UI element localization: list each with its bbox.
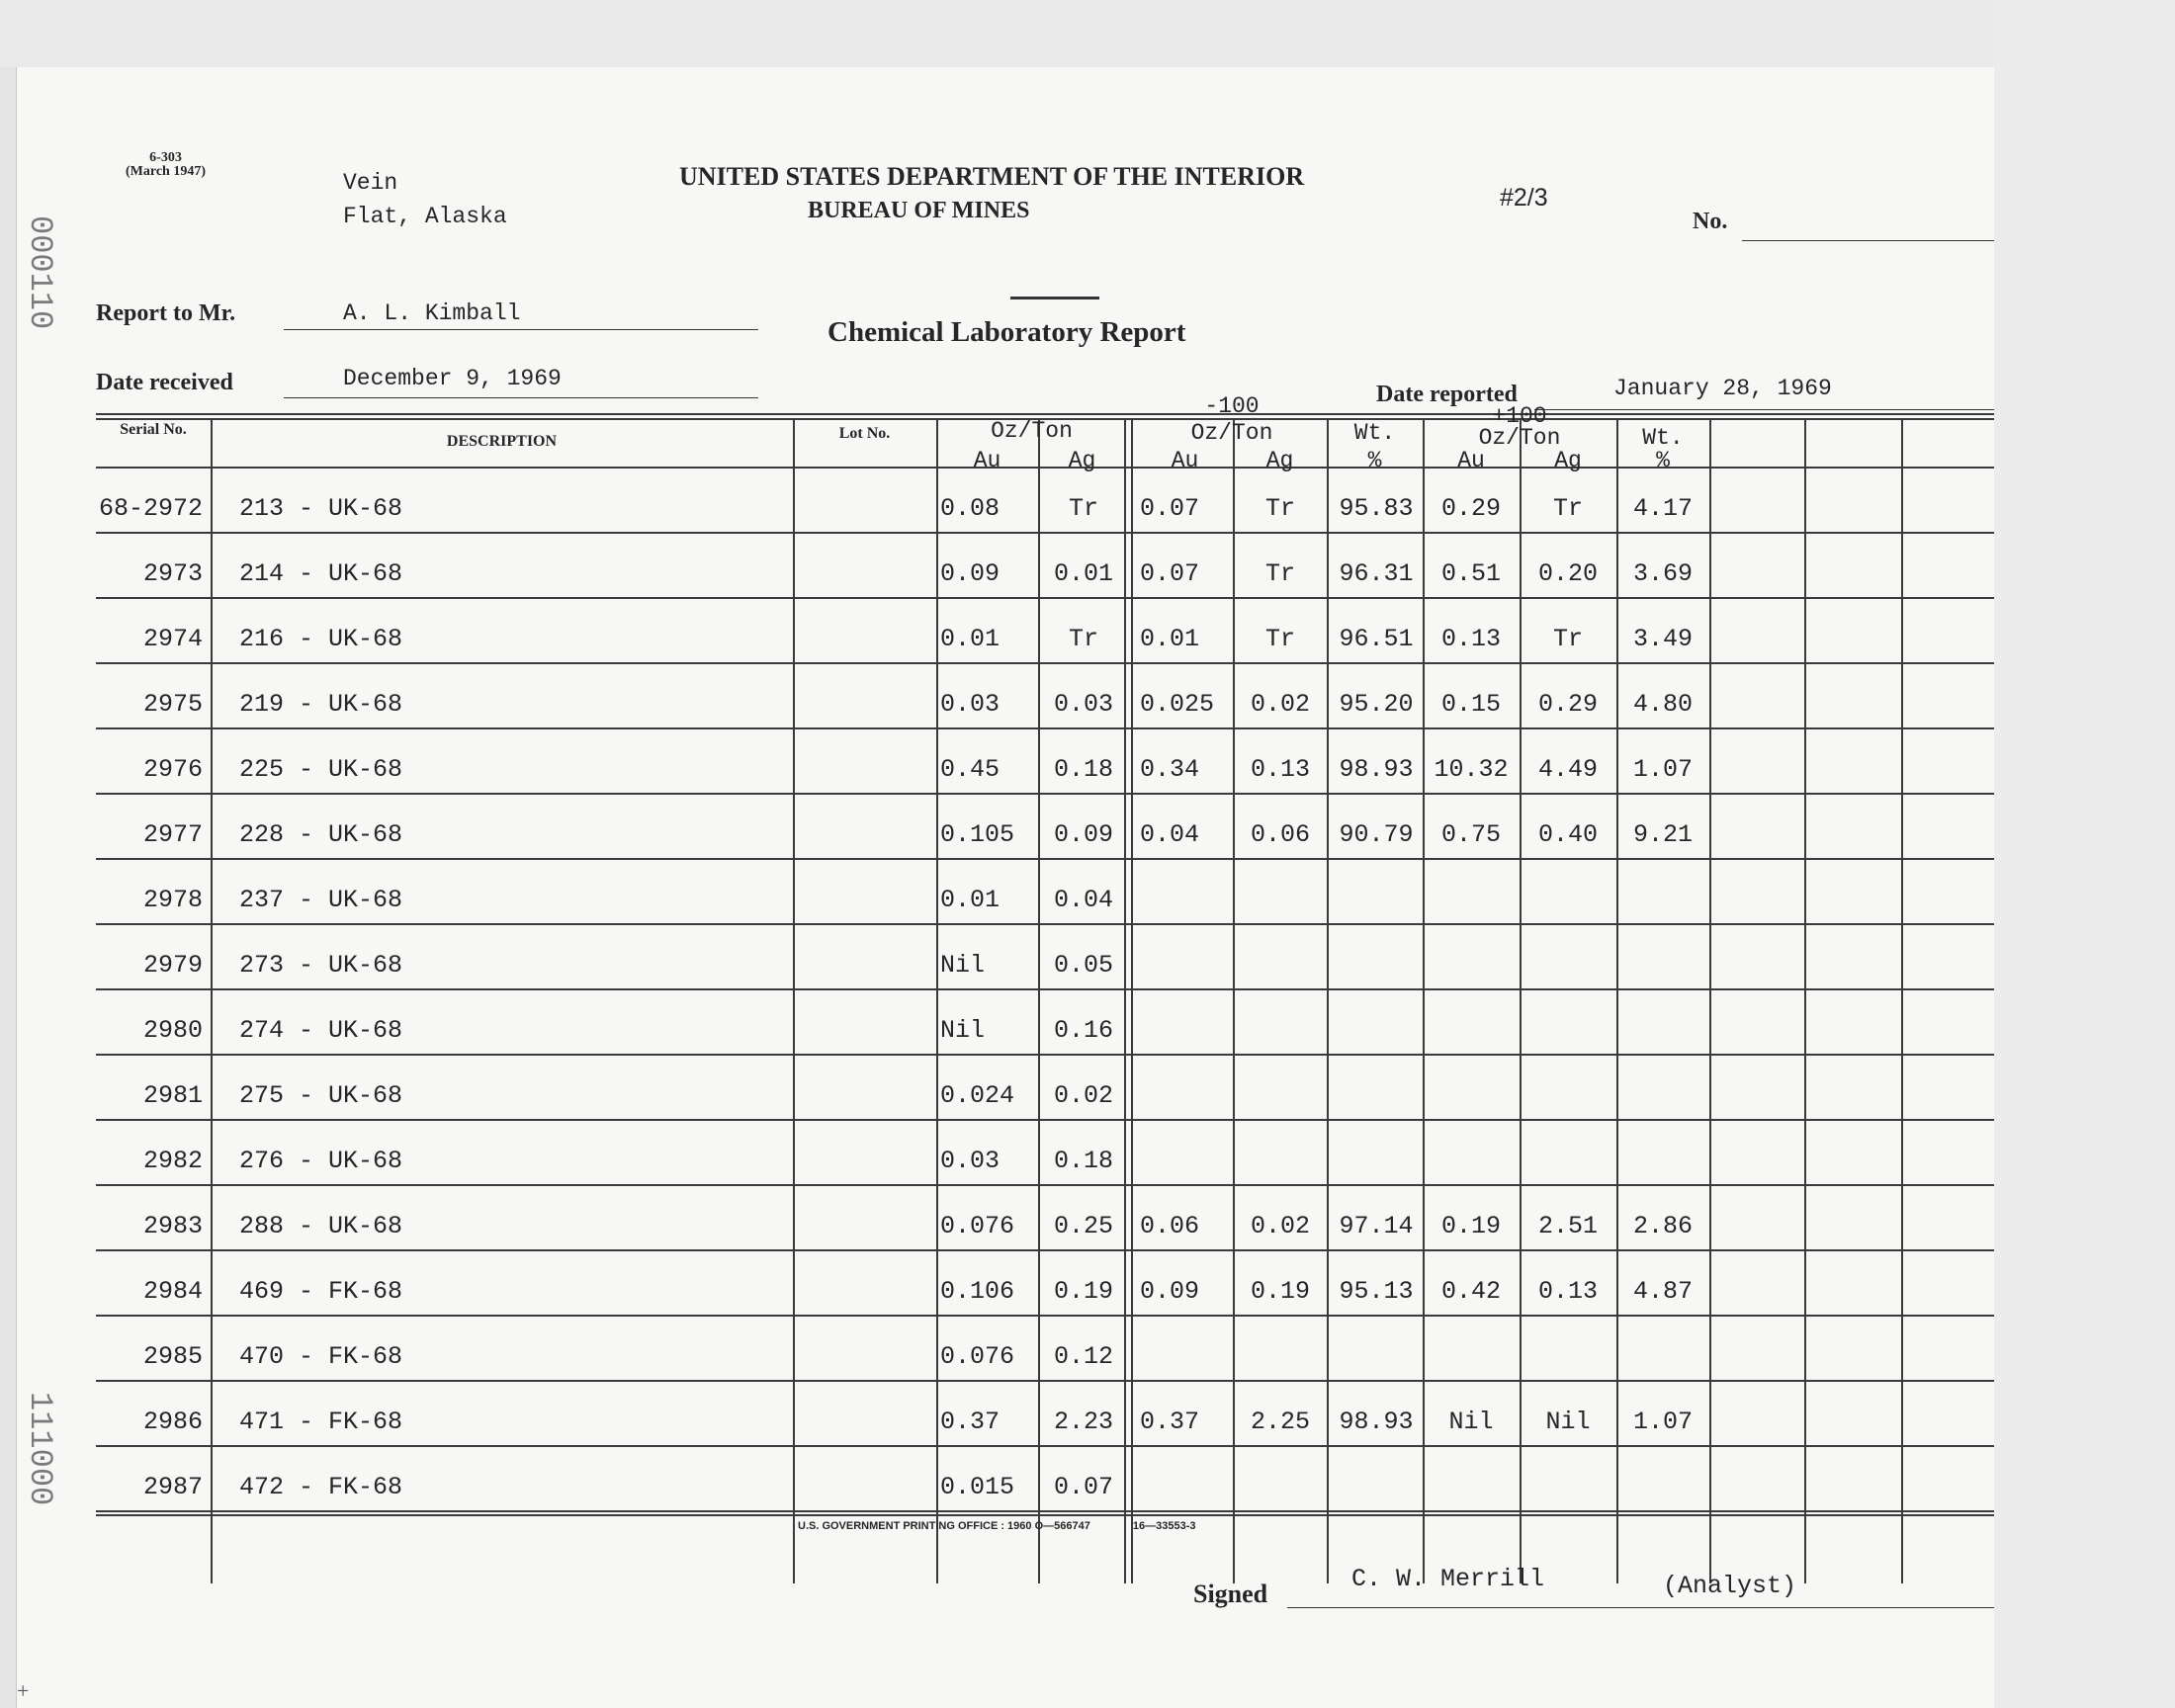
cell-plus-wt: 9.21 xyxy=(1632,820,1693,849)
cell-plus-wt: 1.07 xyxy=(1632,755,1693,784)
cell-au: 0.024 xyxy=(940,1081,1015,1110)
cell-minus-au: 0.07 xyxy=(1140,494,1200,523)
edge-stamp-top: 000110 xyxy=(22,215,58,330)
cell-minus-ag: 0.06 xyxy=(1250,820,1310,849)
printing-office: U.S. GOVERNMENT PRINTING OFFICE : 1960 O—566747 xyxy=(798,1520,1090,1532)
header-au-1: Au xyxy=(973,448,1001,473)
cell-au: 0.015 xyxy=(940,1473,1015,1501)
table-row-rule xyxy=(96,662,1994,664)
cell-minus-ag: 0.02 xyxy=(1250,690,1310,719)
header-plus-100: +100 xyxy=(1492,403,1547,429)
cell-description: 228 - UK-68 xyxy=(239,820,403,849)
cell-minus-ag: Tr xyxy=(1264,494,1295,523)
column-rule-e3 xyxy=(1901,419,1903,1583)
column-rule-dbl2 xyxy=(1131,419,1133,1583)
cell-serial: 2973 xyxy=(142,559,203,588)
cell-minus-wt: 95.20 xyxy=(1339,690,1414,719)
header-description: DESCRIPTION xyxy=(446,433,558,450)
cell-au: 0.076 xyxy=(940,1212,1015,1240)
cell-au: 0.01 xyxy=(940,625,1000,653)
column-rule-lot xyxy=(793,419,795,1583)
cell-description: 214 - UK-68 xyxy=(239,559,403,588)
cell-au: 0.03 xyxy=(940,1147,1000,1175)
cell-plus-au: 0.42 xyxy=(1440,1277,1501,1306)
cell-plus-wt: 3.49 xyxy=(1632,625,1693,653)
cell-minus-au: 0.37 xyxy=(1140,1408,1200,1436)
header-serial: Serial No. xyxy=(120,421,187,438)
date-reported-label: Date reported xyxy=(1376,382,1518,407)
location-line-1: Vein xyxy=(343,170,398,196)
cell-serial: 2977 xyxy=(142,820,203,849)
header-ag-2: Ag xyxy=(1265,448,1294,473)
cell-au: 0.45 xyxy=(940,755,1000,784)
cell-serial: 2978 xyxy=(142,886,203,914)
cell-ag: 0.12 xyxy=(1053,1342,1113,1371)
table-row-rule xyxy=(96,532,1994,534)
signed-label: Signed xyxy=(1193,1580,1268,1608)
printing-office-note xyxy=(798,1520,1196,1532)
cell-serial: 2986 xyxy=(142,1408,203,1436)
header-pct-1: % xyxy=(1367,448,1382,473)
cell-minus-ag: Tr xyxy=(1264,559,1295,588)
cell-minus-wt: 97.14 xyxy=(1339,1212,1414,1240)
cell-minus-au: 0.06 xyxy=(1140,1212,1200,1240)
cell-plus-wt: 1.07 xyxy=(1632,1408,1693,1436)
cell-description: 470 - FK-68 xyxy=(239,1342,403,1371)
cell-serial: 2984 xyxy=(142,1277,203,1306)
table-row-rule xyxy=(96,858,1994,860)
column-rule-desc xyxy=(211,419,213,1583)
date-reported-value: January 28, 1969 xyxy=(1613,376,1832,401)
signed-role: (Analyst) xyxy=(1663,1572,1797,1600)
cell-ag: Tr xyxy=(1068,625,1098,653)
cell-au: 0.076 xyxy=(940,1342,1015,1371)
cell-ag: Tr xyxy=(1068,494,1098,523)
cell-plus-ag: 4.49 xyxy=(1537,755,1598,784)
header-au-3: Au xyxy=(1457,448,1485,473)
cell-plus-au: 0.51 xyxy=(1440,559,1501,588)
cell-ag: 0.16 xyxy=(1053,1016,1113,1045)
location xyxy=(343,166,507,233)
no-field-line xyxy=(1742,240,1994,241)
date-received-value: December 9, 1969 xyxy=(343,366,562,391)
cell-plus-wt: 3.69 xyxy=(1632,559,1693,588)
location-line-2: Flat, Alaska xyxy=(343,204,507,229)
cell-serial: 2983 xyxy=(142,1212,203,1240)
cell-ag: 0.18 xyxy=(1053,755,1113,784)
table-row-rule xyxy=(96,923,1994,925)
header-wt-2: Wt. xyxy=(1642,425,1684,451)
signed-value: C. W. Merrill xyxy=(1351,1565,1545,1593)
cell-au: 0.105 xyxy=(940,820,1015,849)
report-to-label: Report to Mr. xyxy=(96,300,236,326)
table-row-rule xyxy=(96,1249,1994,1251)
cell-description: 275 - UK-68 xyxy=(239,1081,403,1110)
cell-description: 273 - UK-68 xyxy=(239,951,403,980)
cell-ag: 0.09 xyxy=(1053,820,1113,849)
cell-serial: 2982 xyxy=(142,1147,203,1175)
corner-mark: + xyxy=(17,1678,30,1703)
edge-stamp-bottom: 111000 xyxy=(22,1392,58,1506)
form-edition: (March 1947) xyxy=(126,164,206,179)
header-lot: Lot No. xyxy=(838,425,891,442)
cell-plus-au: 0.75 xyxy=(1440,820,1501,849)
table-row-rule xyxy=(96,727,1994,729)
cell-au: 0.09 xyxy=(940,559,1000,588)
cell-description: 219 - UK-68 xyxy=(239,690,403,719)
cell-minus-wt: 96.51 xyxy=(1339,625,1414,653)
cell-au: 0.03 xyxy=(940,690,1000,719)
table-row-rule xyxy=(96,1119,1994,1121)
scan-top-margin xyxy=(0,0,2175,67)
cell-ag: 0.25 xyxy=(1053,1212,1113,1240)
table-row-rule xyxy=(96,1445,1994,1447)
cell-ag: 0.04 xyxy=(1053,886,1113,914)
report-to-value: A. L. Kimball xyxy=(343,300,521,326)
cell-minus-wt: 98.93 xyxy=(1339,755,1414,784)
cell-minus-au: 0.04 xyxy=(1140,820,1200,849)
form-code xyxy=(126,151,206,179)
signature-line xyxy=(1287,1607,1994,1608)
cell-plus-wt: 4.17 xyxy=(1632,494,1693,523)
header-au-2: Au xyxy=(1171,448,1199,473)
table-row-rule xyxy=(96,1184,1994,1186)
cell-serial: 2979 xyxy=(142,951,203,980)
cell-plus-au: Nil xyxy=(1448,1408,1494,1436)
date-received-line xyxy=(284,397,758,398)
cell-serial: 2980 xyxy=(142,1016,203,1045)
cell-ag: 0.05 xyxy=(1053,951,1113,980)
cell-au: Nil xyxy=(940,951,986,980)
cell-plus-ag: Tr xyxy=(1552,625,1583,653)
cell-description: 276 - UK-68 xyxy=(239,1147,403,1175)
header-ag-1: Ag xyxy=(1068,448,1096,473)
cell-plus-ag: 0.20 xyxy=(1537,559,1598,588)
cell-minus-ag: 0.19 xyxy=(1250,1277,1310,1306)
table-row-rule xyxy=(96,1054,1994,1056)
date-received-label: Date received xyxy=(96,370,233,395)
cell-ag: 0.18 xyxy=(1053,1147,1113,1175)
report-sheet xyxy=(16,67,1994,1708)
cell-minus-au: 0.01 xyxy=(1140,625,1200,653)
report-title: Chemical Laboratory Report xyxy=(827,316,1186,348)
cell-description: 472 - FK-68 xyxy=(239,1473,403,1501)
cell-serial: 68-2972 xyxy=(98,494,203,523)
cell-au: 0.106 xyxy=(940,1277,1015,1306)
cell-minus-wt: 96.31 xyxy=(1339,559,1414,588)
cell-serial: 2976 xyxy=(142,755,203,784)
cell-plus-ag: 0.29 xyxy=(1537,690,1598,719)
agency-title: UNITED STATES DEPARTMENT OF THE INTERIOR xyxy=(679,162,1305,191)
cell-minus-ag: 0.13 xyxy=(1250,755,1310,784)
cell-plus-wt: 2.86 xyxy=(1632,1212,1693,1240)
cell-plus-au: 10.32 xyxy=(1434,755,1509,784)
cell-description: 469 - FK-68 xyxy=(239,1277,403,1306)
cell-serial: 2981 xyxy=(142,1081,203,1110)
title-rule xyxy=(1010,297,1099,299)
reference-number: #2/3 xyxy=(1500,184,1548,212)
cell-minus-ag: 2.25 xyxy=(1250,1408,1310,1436)
cell-plus-ag: Tr xyxy=(1552,494,1583,523)
column-rule-mwt xyxy=(1327,419,1329,1583)
column-rule-dbl1 xyxy=(1124,419,1126,1583)
cell-serial: 2987 xyxy=(142,1473,203,1501)
cell-minus-au: 0.09 xyxy=(1140,1277,1200,1306)
cell-minus-wt: 95.83 xyxy=(1339,494,1414,523)
cell-plus-au: 0.29 xyxy=(1440,494,1501,523)
cell-plus-ag: 2.51 xyxy=(1537,1212,1598,1240)
header-minus-100: -100 xyxy=(1204,393,1260,419)
bureau-title: BUREAU OF MINES xyxy=(808,198,1030,223)
cell-au: 0.08 xyxy=(940,494,1000,523)
column-rule-ag xyxy=(1038,419,1040,1583)
header-pct-2: % xyxy=(1656,448,1670,473)
cell-minus-wt: 98.93 xyxy=(1339,1408,1414,1436)
header-ag-3: Ag xyxy=(1554,448,1582,473)
table-row-rule xyxy=(96,597,1994,599)
header-oz-ton-1: Oz/Ton xyxy=(991,418,1073,444)
cell-description: 471 - FK-68 xyxy=(239,1408,403,1436)
cell-minus-ag: 0.02 xyxy=(1250,1212,1310,1240)
table-top-rule xyxy=(96,413,1994,415)
column-rule-e2 xyxy=(1804,419,1806,1583)
table-row-rule xyxy=(96,1510,1994,1512)
cell-minus-ag: Tr xyxy=(1264,625,1295,653)
cell-serial: 2985 xyxy=(142,1342,203,1371)
table-row-rule xyxy=(96,793,1994,795)
cell-au: Nil xyxy=(940,1016,986,1045)
report-to-line xyxy=(284,329,758,330)
table-row-rule xyxy=(96,1315,1994,1317)
form-code-number: 6-303 xyxy=(149,150,182,165)
cell-description: 274 - UK-68 xyxy=(239,1016,403,1045)
cell-serial: 2975 xyxy=(142,690,203,719)
cell-ag: 0.03 xyxy=(1053,690,1113,719)
cell-minus-au: 0.34 xyxy=(1140,755,1200,784)
table-row-rule xyxy=(96,988,1994,990)
header-oz-ton-3: Oz/Ton xyxy=(1478,425,1561,451)
cell-description: 213 - UK-68 xyxy=(239,494,403,523)
cell-description: 225 - UK-68 xyxy=(239,755,403,784)
scan-right-margin xyxy=(1993,0,2175,1708)
cell-au: 0.01 xyxy=(940,886,1000,914)
cell-plus-ag: 0.13 xyxy=(1537,1277,1598,1306)
cell-minus-wt: 95.13 xyxy=(1339,1277,1414,1306)
cell-plus-au: 0.19 xyxy=(1440,1212,1501,1240)
cell-plus-wt: 4.80 xyxy=(1632,690,1693,719)
cell-plus-wt: 4.87 xyxy=(1632,1277,1693,1306)
cell-minus-au: 0.025 xyxy=(1140,690,1215,719)
cell-ag: 2.23 xyxy=(1053,1408,1113,1436)
table-bottom-rule xyxy=(96,1514,1994,1516)
cell-ag: 0.01 xyxy=(1053,559,1113,588)
no-label: No. xyxy=(1693,209,1728,234)
cell-plus-au: 0.15 xyxy=(1440,690,1501,719)
cell-ag: 0.07 xyxy=(1053,1473,1113,1501)
column-rule-e1 xyxy=(1709,419,1711,1583)
cell-ag: 0.02 xyxy=(1053,1081,1113,1110)
cell-description: 237 - UK-68 xyxy=(239,886,403,914)
column-rule-au xyxy=(936,419,938,1583)
cell-minus-wt: 90.79 xyxy=(1339,820,1414,849)
footer-form-number: 16—33553-3 xyxy=(1132,1520,1196,1532)
cell-plus-ag: Nil xyxy=(1545,1408,1591,1436)
header-wt-1: Wt. xyxy=(1353,420,1396,446)
cell-au: 0.37 xyxy=(940,1408,1000,1436)
cell-plus-ag: 0.40 xyxy=(1537,820,1598,849)
table-row-rule xyxy=(96,1380,1994,1382)
cell-minus-au: 0.07 xyxy=(1140,559,1200,588)
cell-plus-au: 0.13 xyxy=(1440,625,1501,653)
cell-description: 216 - UK-68 xyxy=(239,625,403,653)
header-oz-ton-2: Oz/Ton xyxy=(1190,420,1273,446)
cell-description: 288 - UK-68 xyxy=(239,1212,403,1240)
cell-serial: 2974 xyxy=(142,625,203,653)
cell-ag: 0.19 xyxy=(1053,1277,1113,1306)
